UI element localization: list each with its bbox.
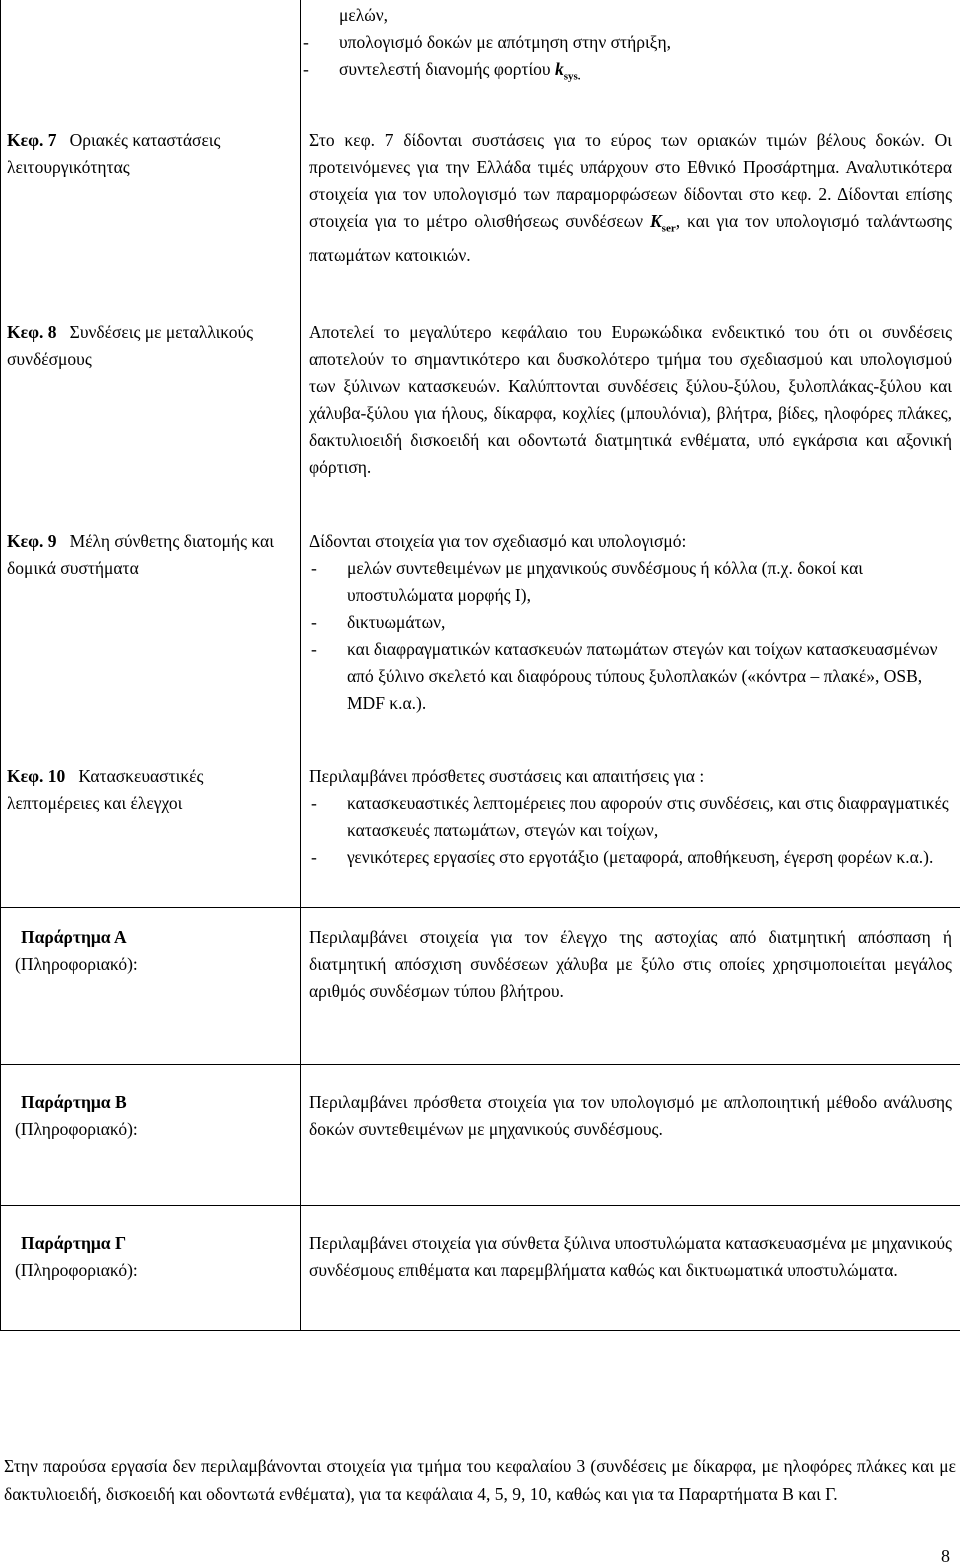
chapter-intro: Δίδονται στοιχεία για τον σχεδιασμό και υπολογισμό: xyxy=(309,531,687,551)
intro-list-item xyxy=(301,29,952,56)
chapter-list-item xyxy=(309,609,952,636)
intro-item-text: συντελεστή διανομής φορτίου xyxy=(339,59,555,79)
chapter-description xyxy=(301,528,960,717)
appendix-row xyxy=(1,908,960,1065)
chapter-description: Αποτελεί το μεγαλύτερο κεφάλαιο του Ευρωκώδικα ενδεικτικό του ότι οι συνδέσεις αποτελούν το σημαντικότερο και δυσκολότερο τμήμα του σχεδιασμού και υπολογισμού των ξύλινων κατασκευών. Καλύπτονται συνδέσεις ξύλου-ξύλου, ξυλοπλάκας-ξύλου και χάλυβα-ξύλου για ήλους, δίκαρφα, κοχλίες (μπουλόνια), βλήτρα, βίδες, ηλοφόρες πλάκες, δακτυλιοειδή δισκοειδή και οδοντωτά διατμητικά ενθέματα, υπό εγκάρσια και αξονική φόρτιση. xyxy=(301,319,960,481)
chapter-label-cell xyxy=(1,763,301,871)
chapter-description xyxy=(301,127,960,270)
chapter-title: Μέλη σύνθετης διατομής και δομικά συστήματα xyxy=(7,531,274,578)
chapter-title: Οριακές καταστάσεις λειτουργικότητας xyxy=(7,129,221,177)
chapter-label-cell xyxy=(1,319,301,481)
chapter-number: Κεφ. 10 xyxy=(7,766,66,786)
chapter-label-cell xyxy=(1,127,301,270)
chapter-title: Συνδέσεις με μεταλλικούς συνδέσμους xyxy=(7,322,254,369)
chapter-list-item xyxy=(309,844,952,871)
intro-list-item xyxy=(301,56,952,91)
appendix-note: (Πληροφοριακό): xyxy=(15,1260,138,1280)
chapter-text: Στο κεφ. 7 δίδονται συστάσεις για το εύρος των οριακών τιμών βέλους δοκών. Οι προτεινόμενες για την Ελλάδα τιμές υπάρχουν στο Εθνικό Προσάρτημα. Αναλυτικότερα στοιχεία για τον υπολογισμό των παραμορφώσεων δίδονται στο κεφ. 2. Δίδονται επίσης στοιχεία για το μέτρο ολισθήσεως συνδέσεων xyxy=(309,129,952,231)
chapter-list-item xyxy=(309,790,952,844)
chapter-intro: Περιλαμβάνει πρόσθετες συστάσεις και απαιτήσεις για : xyxy=(309,766,705,786)
footer-paragraph: Στην παρούσα εργασία δεν περιλαμβάνονται στοιχεία για τμήμα του κεφαλαίου 3 (συνδέσεις με δίκαρφα, με ηλοφόρες πλάκες και με δακτυλιοειδή, δισκοειδή και οδοντωτά ενθέματα), για τα κεφάλαια 4, 5, 9, 10, καθώς και για τα Παραρτήματα Β και Γ. xyxy=(4,1456,956,1504)
k-subscript: sys. xyxy=(563,70,581,83)
appendix-note: (Πληροφοριακό): xyxy=(15,954,138,974)
chapter-item-text: δικτυωμάτων, xyxy=(347,612,446,632)
chapter-label-cell xyxy=(1,528,301,717)
chapter-list-item xyxy=(309,555,952,609)
appendix-note: (Πληροφοριακό): xyxy=(15,1119,138,1139)
k-ser-symbol: K xyxy=(649,210,662,231)
k-ser-subscript: ser xyxy=(661,222,676,234)
chapter-item-text: γενικότερες εργασίες στο εργοτάξιο (μεταφορά, αποθήκευση, έγερση φορέων κ.α.). xyxy=(347,847,934,867)
chapter-title: Κατασκευαστικές λεπτομέρειες και έλεγχοι xyxy=(7,766,204,813)
page-number: 8 xyxy=(941,1546,950,1566)
chapter-row xyxy=(1,319,960,481)
intro-left-cell xyxy=(1,0,301,91)
chapter-row xyxy=(1,127,960,270)
intro-row xyxy=(1,0,960,91)
chapter-item-text: μελών συντεθειμένων με μηχανικούς συνδέσμους ή κόλλα (π.χ. δοκοί και υποστυλώματα μορφής Ι), xyxy=(347,558,863,605)
appendix-row xyxy=(1,1065,960,1206)
chapter-list-item xyxy=(309,636,952,717)
chapter-number: Κεφ. 8 xyxy=(7,322,57,342)
appendix-description: Περιλαμβάνει στοιχεία για σύνθετα ξύλινα υποστυλώματα κατασκευασμένα με μηχανικούς συνδέσμους επιθέματα και παρεμβλήματα καθώς και δικτυωματικά υποστυλώματα. xyxy=(301,1206,960,1331)
appendix-title: Παράρτημα Β xyxy=(21,1092,127,1112)
appendix-label-cell xyxy=(1,1206,301,1331)
chapter-text: , και για τον υπολογισμό ταλάντωσης πατωμάτων κατοικιών. xyxy=(309,210,952,265)
appendix-label-cell xyxy=(1,1065,301,1206)
chapter-row xyxy=(1,763,960,871)
k-symbol: k xyxy=(554,59,564,79)
chapter-description xyxy=(301,763,960,871)
chapter-number: Κεφ. 9 xyxy=(7,531,57,551)
appendix-label-cell xyxy=(1,908,301,1065)
intro-right-cell xyxy=(301,0,960,91)
chapter-item-text: και διαφραγματικών κατασκευών πατωμάτων στεγών και τοίχων κατασκευασμένων από ξύλινο σκελετό και διαφόρους τύπους ξυλοπλακών («κόντρα – πλακέ», OSB, MDF κ.α.). xyxy=(347,639,938,713)
intro-line: μελών, xyxy=(339,5,389,25)
intro-item-text: υπολογισμό δοκών με απότμηση στην στήριξη, xyxy=(339,32,672,52)
chapter-item-text: κατασκευαστικές λεπτομέρειες που αφορούν στις συνδέσεις, και στις διαφραγματικές κατασκευές πατωμάτων, στεγών και τοίχων, xyxy=(347,793,949,840)
appendix-title: Παράρτημα Γ xyxy=(21,1233,127,1253)
appendix-description: Περιλαμβάνει πρόσθετα στοιχεία για τον υπολογισμό με απλοποιητική μέθοδο ανάλυσης δοκών συντεθειμένων με μηχανικούς συνδέσμους. xyxy=(301,1065,960,1206)
appendix-description: Περιλαμβάνει στοιχεία για τον έλεγχο της αστοχίας από διατμητική απόσπαση ή διατμητική απόσχιση συνδέσεων χάλυβα με ξύλο στις οποίες χρησιμοποιείται μεγάλος αριθμός συνδέσμων τύπου βλήτρου. xyxy=(301,908,960,1065)
appendix-row xyxy=(1,1206,960,1331)
chapter-row xyxy=(1,528,960,717)
chapter-number: Κεφ. 7 xyxy=(7,129,57,150)
appendix-title: Παράρτημα Α xyxy=(21,927,127,947)
